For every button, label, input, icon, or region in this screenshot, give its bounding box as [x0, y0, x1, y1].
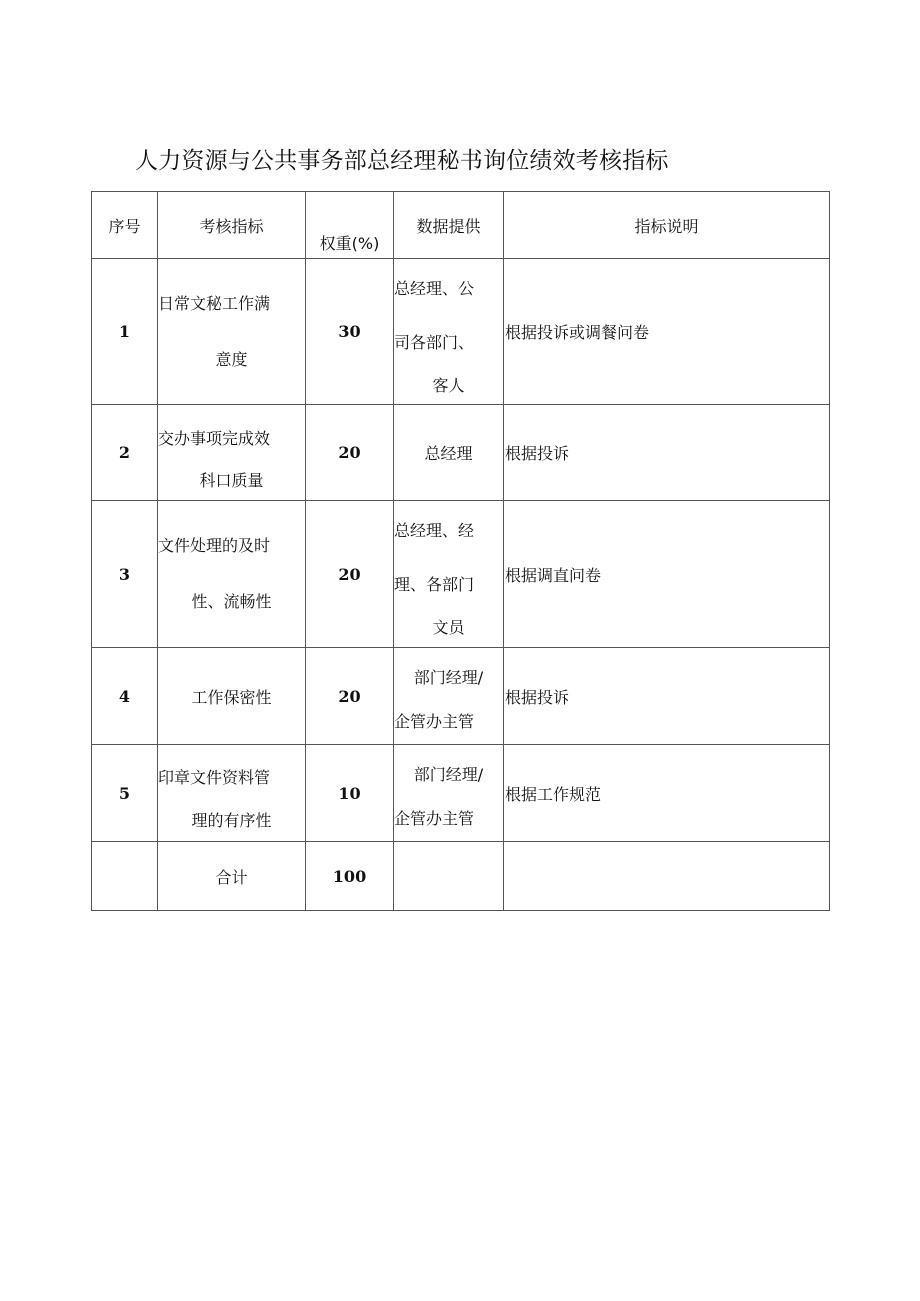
indicator-line: 文件处理的及时	[158, 536, 271, 555]
indicator-line: 性、流畅性	[191, 592, 272, 611]
row-weight: 30	[306, 259, 394, 405]
table-total-row	[92, 842, 830, 911]
total-weight: 100	[306, 842, 394, 911]
row-source	[394, 259, 504, 405]
source-line: 企管办主管	[394, 809, 475, 828]
source-line: 部门经理/	[413, 668, 484, 687]
row-desc: 根据工作规范	[504, 745, 830, 842]
row-weight: 20	[306, 501, 394, 648]
row-indicator	[158, 745, 306, 842]
indicator-line: 意度	[215, 349, 248, 369]
row-desc: 根据投诉	[504, 648, 830, 745]
table-row	[92, 259, 830, 405]
indicator-line: 科口质量	[199, 470, 264, 490]
row-source	[394, 501, 504, 648]
header-seq: 序号	[92, 192, 158, 259]
source-line: 理、各部门	[394, 575, 475, 594]
row-seq: 2	[92, 405, 158, 501]
source-line: 企管办主管	[394, 712, 475, 731]
total-label: 合计	[158, 842, 306, 911]
page-title: 人力资源与公共事务部总经理秘书询位绩效考核指标	[135, 148, 669, 174]
row-weight: 20	[306, 648, 394, 745]
source-line: 总经理、公	[394, 278, 475, 298]
indicator-line: 交办事项完成效	[158, 428, 271, 448]
header-source: 数据提供	[394, 192, 504, 259]
indicator-line: 日常文秘工作满	[158, 293, 271, 313]
row-source: 总经理	[394, 405, 504, 501]
source-line: 总经理、经	[394, 521, 475, 540]
source-line: 部门经理/	[413, 765, 484, 784]
table-row	[92, 501, 830, 648]
table-row	[92, 405, 830, 501]
indicator-line: 印章文件资料管	[158, 768, 271, 787]
header-weight: 权重(%)	[306, 192, 394, 259]
row-source	[394, 648, 504, 745]
source-line: 司各部门、	[394, 332, 475, 352]
row-seq: 5	[92, 745, 158, 842]
row-indicator	[158, 405, 306, 501]
table-row	[92, 745, 830, 842]
header-indicator: 考核指标	[158, 192, 306, 259]
header-desc: 指标说明	[504, 192, 830, 259]
row-seq: 3	[92, 501, 158, 648]
row-seq: 4	[92, 648, 158, 745]
row-indicator: 工作保密性	[158, 648, 306, 745]
row-indicator	[158, 259, 306, 405]
table-header-row	[92, 192, 830, 259]
kpi-table	[91, 191, 830, 911]
row-desc: 根据投诉	[504, 405, 830, 501]
table-row	[92, 648, 830, 745]
total-source	[394, 842, 504, 911]
row-weight: 20	[306, 405, 394, 501]
row-seq: 1	[92, 259, 158, 405]
row-weight: 10	[306, 745, 394, 842]
total-seq	[92, 842, 158, 911]
source-line: 客人	[432, 375, 465, 395]
indicator-line: 理的有序性	[191, 811, 272, 830]
row-desc: 根据调直问卷	[504, 501, 830, 648]
row-source	[394, 745, 504, 842]
row-indicator	[158, 501, 306, 648]
row-desc: 根据投诉或调餐问卷	[504, 259, 830, 405]
total-desc	[504, 842, 830, 911]
source-line: 文员	[432, 618, 465, 637]
